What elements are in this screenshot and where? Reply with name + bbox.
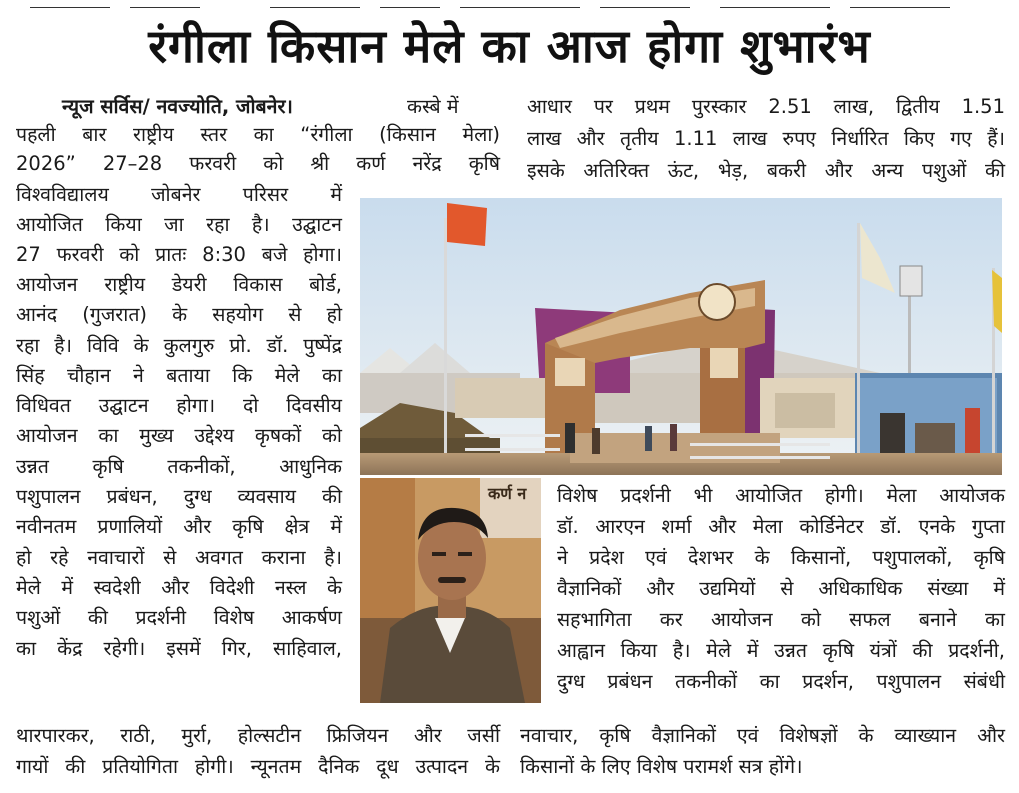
article-line: मेले में स्वदेशी और विदेशी नस्ल के — [16, 576, 342, 599]
official-portrait-photo — [360, 478, 541, 703]
article-line: आयोजित किया जा रहा है। उद्घाटन — [16, 213, 342, 236]
article-line: आह्वान किया है। मेले में उन्नत कृषि यंत्रों की प्रदर्शनी, — [557, 639, 1005, 662]
article-line: विधिवत उद्घाटन होगा। दो दिवसीय — [16, 394, 342, 417]
article-line: 2026” 27–28 फरवरी को श्री कर्ण नरेंद्र कृषि — [16, 152, 500, 175]
article-line: रहा है। विवि के कुलगुरु प्रो. डॉ. पुष्पेंद्र — [16, 334, 342, 357]
article-line: नवीनतम प्रणालियों और कृषि क्षेत्र में — [16, 515, 342, 538]
byline: न्यूज सर्विस/ नवज्योति, जोबनेर। — [62, 95, 293, 118]
article-line: पशुपालन प्रबंधन, दुग्ध व्यवसाय की — [16, 485, 342, 508]
article-line: विश्वविद्यालय जोबनेर परिसर में — [16, 183, 342, 206]
article-line: वैज्ञानिकों और उद्यमियों से अधिकाधिक संख्या में — [557, 577, 1005, 600]
article-line: थारपारकर, राठी, मुर्रा, होल्सटीन फ्रिजियन और जर्सी — [16, 724, 500, 747]
article-line: डॉ. आरएन शर्मा और मेला कोर्डिनेटर डॉ. एनके गुप्ता — [557, 515, 1005, 538]
background-sign-text: कर्ण न — [488, 484, 527, 503]
article-line: आनंद (गुजरात) के सहयोग से हो — [16, 303, 342, 326]
article-line: कस्बे में — [407, 95, 459, 118]
article-line: आयोजन का मुख्य उद्देश्य कृषकों को — [16, 424, 342, 447]
article-line: नवाचार, कृषि वैज्ञानिकों एवं विशेषज्ञों के व्याख्यान और — [520, 724, 1005, 747]
article-line: दुग्ध प्रबंधन तकनीकों का प्रदर्शन, पशुपालन संबंधी — [557, 670, 1005, 693]
article-line: आयोजन राष्ट्रीय डेयरी विकास बोर्ड, — [16, 273, 342, 296]
article-line: ने प्रदेश एवं देशभर के किसानों, पशुपालकों, कृषि — [557, 546, 1005, 569]
article-line: किसानों के लिए विशेष परामर्श सत्र होंगे। — [520, 755, 803, 778]
article-line: विशेष प्रदर्शनी भी आयोजित होगी। मेला आयोजक — [557, 484, 1005, 507]
article-line: हो रहे नवाचारों से अवगत कराना है। — [16, 546, 342, 569]
article-line: सहभागिता कर आयोजन को सफल बनाने का — [557, 608, 1005, 631]
article-line: इसके अतिरिक्त ऊंट, भेड़, बकरी और अन्य पशुओं की — [527, 159, 1005, 182]
article-headline: रंगीला किसान मेले का आज होगा शुभारंभ — [148, 19, 871, 73]
article-line: सिंह चौहान ने बताया कि मेले का — [16, 364, 342, 387]
article-line: पशुओं की प्रदर्शनी विशेष आकर्षण — [16, 606, 342, 629]
article-line: लाख और तृतीय 1.11 लाख रुपए निर्धारित किए गए हैं। — [527, 127, 1005, 150]
article-line: उन्नत कृषि तकनीकों, आधुनिक — [16, 455, 342, 478]
previous-article-strip — [0, 0, 1019, 8]
article-line: 27 फरवरी को प्रातः 8:30 बजे होगा। — [16, 243, 342, 266]
fair-entrance-photo — [360, 198, 1002, 475]
article-line: आधार पर प्रथम पुरस्कार 2.51 लाख, द्वितीय 1.51 — [527, 95, 1005, 118]
article-line: गायों की प्रतियोगिता होगी। न्यूनतम दैनिक दूध उत्पादन के — [16, 755, 500, 778]
article-line: पहली बार राष्ट्रीय स्तर का “रंगीला (किसान मेला) — [16, 123, 500, 146]
article-line: का केंद्र रहेगी। इसमें गिर, साहिवाल, — [16, 637, 342, 660]
